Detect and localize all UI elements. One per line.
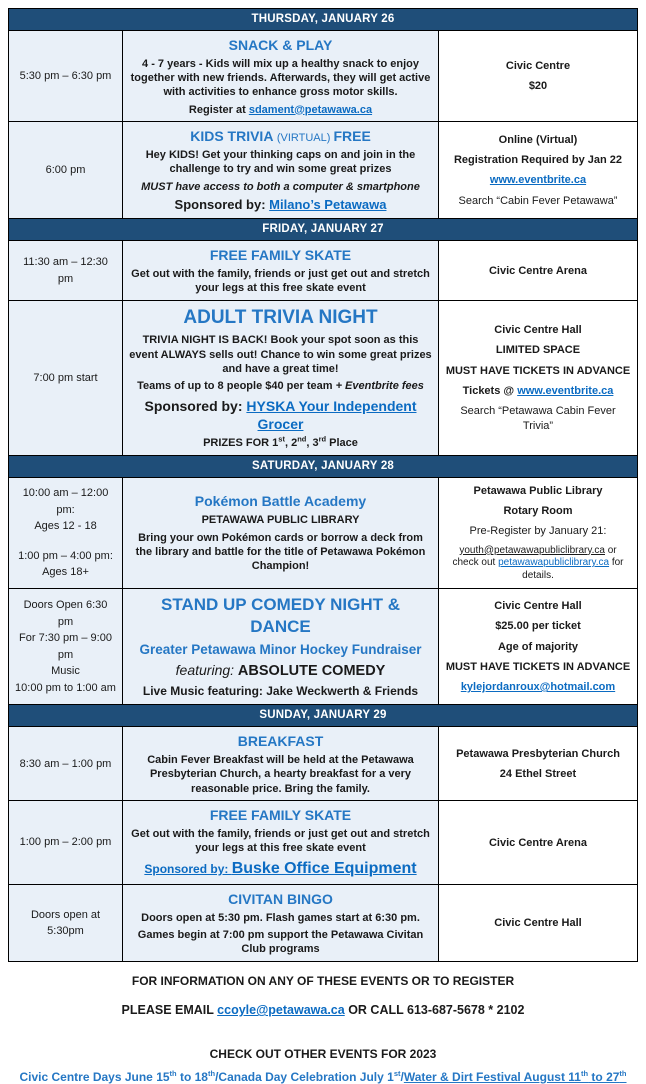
event-row-stand-up-comedy xyxy=(9,588,637,704)
library-email-link[interactable]: youth@petawawapubliclibrary.ca xyxy=(459,544,605,556)
day-header-friday: FRIDAY, JANUARY 27 xyxy=(9,218,637,240)
event-body: Hey KIDS! Get your thinking caps on and join in the challenge to try and win some great prizes xyxy=(145,149,416,176)
event-row-breakfast xyxy=(9,726,637,800)
milanos-petawawa-link[interactable]: Milano’s Petawawa xyxy=(269,197,387,213)
search-hint: Search “Cabin Fever Petawawa” xyxy=(458,194,618,207)
event-title: ADULT TRIVIA NIGHT xyxy=(183,306,378,328)
day-header-saturday: SATURDAY, JANUARY 28 xyxy=(9,455,637,477)
search-hint: Search “Petawawa Cabin Fever Trivia” xyxy=(460,405,616,432)
event-row-adult-trivia-night xyxy=(9,300,637,455)
time-cell xyxy=(9,727,123,800)
event-description-cell xyxy=(123,885,439,961)
time-text: 8:30 am – 1:00 pm xyxy=(19,757,112,770)
library-site-link[interactable]: petawawapubliclibrary.ca xyxy=(498,557,610,569)
event-description-cell xyxy=(123,801,439,884)
music-label: Music xyxy=(51,665,80,678)
sponsor-prefix: Sponsored by: xyxy=(174,197,270,213)
register-line xyxy=(189,103,372,117)
age-of-majority-note: Age of majority xyxy=(497,640,579,653)
doors-open-time: Doors open at 5:30pm xyxy=(30,908,101,938)
live-music-line: Live Music featuring: Jake Weckwerth & Friends xyxy=(142,684,419,699)
time-text: 7:00 pm start xyxy=(33,371,98,384)
eventbrite-link[interactable]: www.eventbrite.ca xyxy=(517,385,614,397)
event-title: BREAKFAST xyxy=(237,732,324,749)
comedy-act-name: ABSOLUTE COMEDY xyxy=(237,663,386,680)
time-cell xyxy=(9,885,123,961)
eventbrite-fees-note: + Eventbrite fees xyxy=(335,380,424,393)
time-text: 1:00 pm – 2:00 pm xyxy=(19,836,112,849)
location-room: Rotary Room xyxy=(503,505,573,518)
event-row-pokemon-battle-academy xyxy=(9,477,637,588)
location-cell xyxy=(439,241,637,300)
sponsor-line xyxy=(144,859,416,880)
water-dirt-festival-link[interactable]: Water & Dirt Festival August 11th to 27th xyxy=(403,1069,627,1084)
location-name: Civic Centre Arena xyxy=(488,264,588,277)
location-name: Civic Centre Hall xyxy=(494,916,582,929)
teams-line: Teams of up to 8 people $40 per team + Eventbrite fees xyxy=(137,380,424,393)
event-row-free-family-skate-sunday xyxy=(9,800,637,884)
event-description-cell xyxy=(123,122,439,218)
tickets-advance-note: MUST HAVE TICKETS IN ADVANCE xyxy=(445,660,631,673)
ccoyle-email-link[interactable]: ccoyle@petawawa.ca xyxy=(217,1003,345,1018)
sponsor-line xyxy=(175,197,387,214)
event-row-snack-and-play xyxy=(9,30,637,121)
time-cell xyxy=(9,301,123,455)
location-cell xyxy=(439,31,637,121)
time-text: 6:00 pm xyxy=(45,164,86,177)
event-description-cell xyxy=(123,241,439,300)
event-subtitle: Greater Petawawa Minor Hockey Fundraiser xyxy=(139,641,422,657)
event-body: Doors open at 5:30 pm. Flash games start at 6:30 pm. xyxy=(141,911,420,924)
register-prefix: Register at xyxy=(188,103,249,116)
doors-open-time: Doors Open 6:30 pm xyxy=(23,599,108,628)
event-title: STAND UP COMEDY NIGHT & DANCE xyxy=(161,594,400,636)
age-group: Ages 12 - 18 xyxy=(34,520,97,533)
location-name: Petawawa Public Library xyxy=(473,484,603,497)
event-schedule-table xyxy=(8,8,638,962)
time-text: 10:00 am – 12:00 pm: xyxy=(22,487,109,516)
time-cell xyxy=(9,801,123,884)
event-row-civitan-bingo xyxy=(9,884,637,961)
virtual-note: (VIRTUAL) xyxy=(276,131,334,144)
event-subtitle: PETAWAWA PUBLIC LIBRARY xyxy=(201,514,360,527)
info-heading: FOR INFORMATION ON ANY OF THESE EVENTS OR TO REGISTER xyxy=(131,974,515,989)
footer xyxy=(0,974,646,1084)
event-description-cell xyxy=(123,478,439,588)
location-price: $20 xyxy=(528,80,548,93)
music-time: 10:00 pm to 1:00 am xyxy=(15,681,116,694)
tickets-advance-note: MUST HAVE TICKETS IN ADVANCE xyxy=(445,364,631,377)
time-cell xyxy=(9,31,123,121)
time-cell xyxy=(9,122,123,218)
event-title: FREE FAMILY SKATE xyxy=(209,246,352,263)
hyska-grocer-link[interactable]: HYSKA Your Independent Grocer xyxy=(246,397,417,432)
kyle-email-link[interactable]: kylejordanroux@hotmail.com xyxy=(460,681,616,694)
time-text: 11:30 am – 12:30 pm xyxy=(23,256,108,285)
contact-line: PLEASE EMAIL ccoyle@petawawa.ca OR CALL 613-687-5678 * 2102 xyxy=(121,1003,525,1018)
event-description-cell xyxy=(123,31,439,121)
location-name: Civic Centre xyxy=(505,59,571,72)
sdament-email-link[interactable]: sdament@petawawa.ca xyxy=(248,103,373,116)
event-body: Get out with the family, friends or just get out and stretch your legs at this free skate event xyxy=(131,268,430,295)
sponsor-line xyxy=(129,397,432,433)
requirement-note: MUST have access to both a computer & smartphone xyxy=(141,180,420,193)
location-cell xyxy=(439,589,637,704)
event-description-cell xyxy=(123,301,439,455)
location-cell xyxy=(439,885,637,961)
location-name: Civic Centre Arena xyxy=(488,836,588,849)
day-header-thursday: THURSDAY, JANUARY 26 xyxy=(9,9,637,30)
buske-office-equipment-link[interactable]: Sponsored by: Buske Office Equipment xyxy=(144,859,417,877)
event-row-kids-trivia xyxy=(9,121,637,218)
tickets-line: Tickets @ www.eventbrite.ca xyxy=(462,385,614,397)
location-cell xyxy=(439,301,637,455)
location-name: Civic Centre Hall xyxy=(494,324,582,337)
ticket-price: $25.00 per ticket xyxy=(495,620,581,633)
day-header-sunday: SUNDAY, JANUARY 29 xyxy=(9,704,637,726)
event-title: KIDS TRIVIA (VIRTUAL) FREE xyxy=(190,127,371,144)
sponsor-prefix: Sponsored by: xyxy=(144,397,247,414)
other-events-heading: CHECK OUT OTHER EVENTS FOR 2023 xyxy=(209,1047,437,1062)
time-cell xyxy=(9,589,123,704)
age-group: Ages 18+ xyxy=(42,566,89,579)
event-body: TRIVIA NIGHT IS BACK! Book your spot soon as this event ALWAYS sells out! Chance to win some great prizes and have a great time! xyxy=(129,334,432,376)
location-name: Petawawa Presbyterian Church xyxy=(456,747,620,760)
location-cell xyxy=(439,801,637,884)
location-cell xyxy=(439,727,637,800)
time-text: 1:00 pm – 4:00 pm: xyxy=(18,549,113,562)
location-cell xyxy=(439,478,637,588)
limited-space-note: LIMITED SPACE xyxy=(495,344,581,357)
location-name: Civic Centre Hall xyxy=(494,600,582,613)
event-body: Cabin Fever Breakfast will be held at the Petawawa Presbyterian Church, a hearty breakfast for a very reasonable price. Bring the family. xyxy=(147,754,414,795)
event-body: 4 - 7 years - Kids will mix up a healthy snack to enjoy together with new friends. Afterwards, they will get active with activities to enhance gross motor skills. xyxy=(130,57,431,99)
registration-note: Registration Required by Jan 22 xyxy=(453,154,623,167)
preregister-note: Pre-Register by January 21: xyxy=(469,525,607,538)
show-time: For 7:30 pm – 9:00 pm xyxy=(19,632,112,661)
event-row-free-family-skate-friday xyxy=(9,240,637,300)
event-title: CIVITAN BINGO xyxy=(228,890,333,907)
location-cell xyxy=(439,122,637,218)
event-title: SNACK & PLAY xyxy=(228,36,333,53)
featuring-line: featuring: ABSOLUTE COMEDY xyxy=(175,662,386,680)
location-address: 24 Ethel Street xyxy=(499,767,577,780)
event-description-cell xyxy=(123,589,439,704)
event-description-cell xyxy=(123,727,439,800)
event-title: Pokémon Battle Academy xyxy=(194,493,367,510)
event-title: FREE FAMILY SKATE xyxy=(209,806,352,823)
location-name: Online (Virtual) xyxy=(498,133,578,146)
time-text: 5:30 pm – 6:30 pm xyxy=(19,69,112,82)
prizes-line: PRIZES FOR 1st, 2nd, 3rd Place xyxy=(203,434,358,449)
other-events-line: Civic Centre Days June 15th to 18th/Canada Day Celebration July 1st/Water & Dirt Festival August 11th to 27th xyxy=(19,1069,627,1084)
event-body: Bring your own Pokémon cards or borrow a deck from the library and battle for the title of Petawawa Pokémon Champion! xyxy=(135,531,426,573)
time-cell xyxy=(9,241,123,300)
eventbrite-link[interactable]: www.eventbrite.ca xyxy=(489,174,587,187)
event-body: Games begin at 7:00 pm support the Petawawa Civitan Club programs xyxy=(137,928,424,956)
event-body: Get out with the family, friends or just get out and stretch your legs at this free skate event xyxy=(131,828,430,855)
library-contact-line: youth@petawawapubliclibrary.ca or check out petawawapubliclibrary.ca for details. xyxy=(452,544,624,581)
time-cell xyxy=(9,478,123,588)
